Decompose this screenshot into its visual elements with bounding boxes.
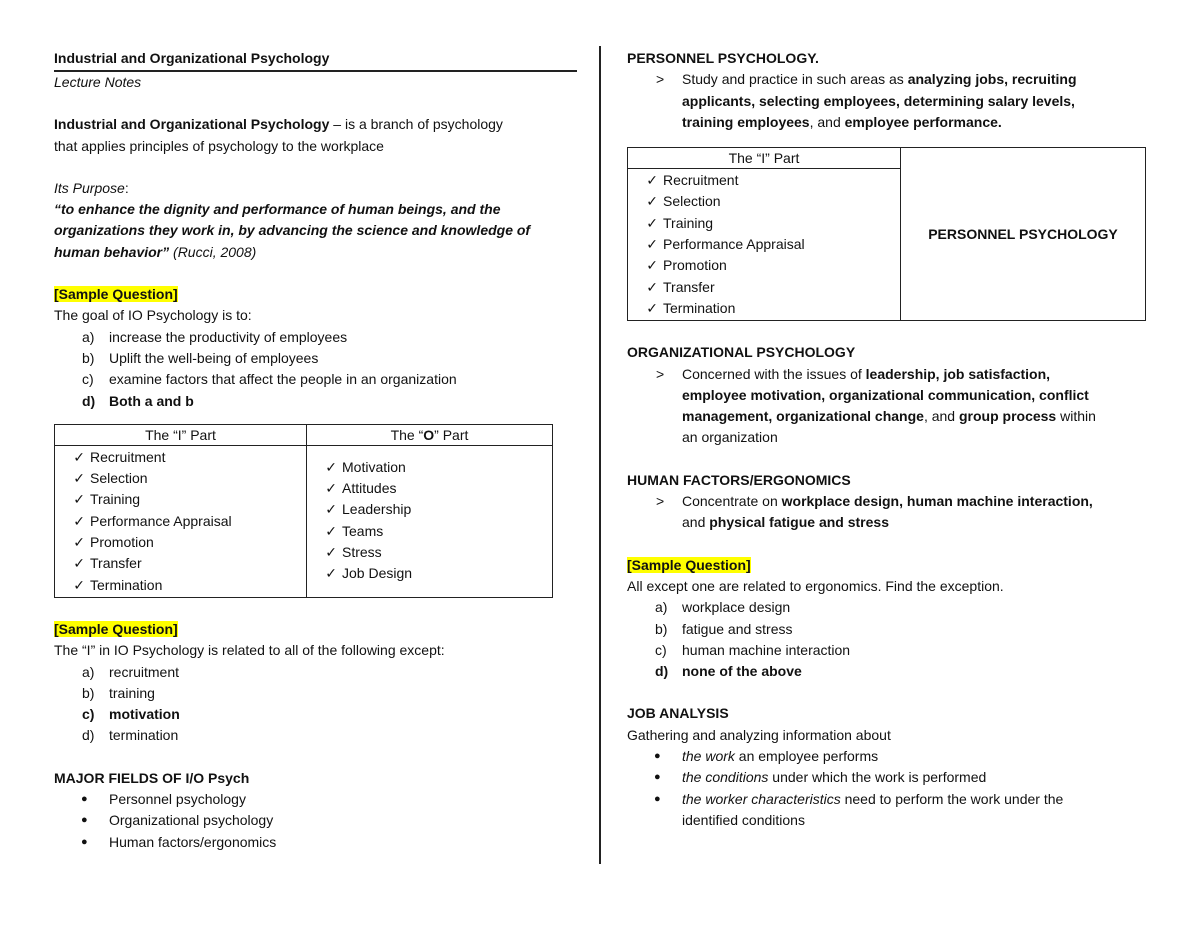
bullet-icon: ●: [654, 771, 661, 784]
sample-question-tag: [Sample Question]: [54, 286, 178, 303]
text: Concerned with the issues of: [682, 365, 866, 382]
i-part-list: [628, 169, 901, 321]
option-text: workplace design: [682, 599, 791, 616]
i-item: [55, 447, 306, 468]
i-item-text: Termination: [663, 299, 736, 316]
organizational-description: [627, 364, 1147, 449]
o-item: [307, 521, 552, 542]
i-item: [55, 468, 306, 489]
i-item-text: Recruitment: [90, 448, 166, 465]
list-item: [627, 789, 1147, 832]
option-text: examine factors that affect the people in an organization: [109, 371, 457, 388]
list-item: [54, 789, 577, 810]
check-icon: ✓: [73, 576, 85, 593]
option: [54, 662, 577, 683]
i-item: [628, 298, 900, 319]
option: [627, 619, 1147, 640]
check-icon: ✓: [646, 278, 658, 295]
purpose-quote-3: [54, 242, 577, 263]
column-divider: [599, 46, 601, 864]
option-text: Both a and b: [109, 392, 194, 409]
sample-question-3: [627, 555, 1147, 576]
i-item-text: Recruitment: [663, 172, 739, 189]
human-factors-heading: HUMAN FACTORS/ERGONOMICS: [627, 471, 851, 488]
o-part-list: [307, 445, 553, 597]
o-item: [307, 542, 552, 563]
list-item-text: Personnel psychology: [109, 791, 246, 808]
option-answer: [627, 661, 1147, 682]
text-bold: group process: [958, 408, 1057, 425]
text: Concentrate on: [682, 493, 782, 510]
i-item-text: Performance Appraisal: [663, 236, 805, 253]
option-text: motivation: [109, 706, 180, 723]
left-column: [54, 48, 577, 853]
o-item-text: Attitudes: [342, 480, 397, 497]
text-bold: training employees: [682, 113, 810, 130]
purpose-label-text: Its Purpose: [54, 179, 125, 196]
option-label: b): [82, 349, 95, 366]
arrow-bullet-icon: >: [656, 493, 665, 510]
text: within: [1056, 408, 1096, 425]
check-icon: ✓: [646, 299, 658, 316]
sample-question-2: [54, 619, 577, 640]
check-icon: ✓: [646, 236, 658, 253]
job-analysis-intro: Gathering and analyzing information about: [627, 726, 891, 743]
bullet-icon: ●: [81, 835, 88, 848]
human-factors-description: [627, 491, 1147, 534]
i-item: [55, 553, 306, 574]
text-bold: employee performance.: [844, 113, 1002, 130]
list-item: [627, 767, 1147, 788]
check-icon: ✓: [646, 193, 658, 210]
o-item: [307, 478, 552, 499]
i-part-header: The “I” Part: [55, 424, 307, 445]
text-bold: analyzing jobs, recruiting: [907, 71, 1077, 88]
list-item: [54, 810, 577, 831]
personnel-description: [627, 69, 1147, 133]
option-answer: [54, 391, 577, 412]
bullet-icon: ●: [654, 750, 661, 763]
option: [54, 683, 577, 704]
check-icon: ✓: [325, 565, 337, 582]
option-text: human machine interaction: [682, 641, 851, 658]
i-item-text: Promotion: [663, 257, 727, 274]
job-analysis-heading: JOB ANALYSIS: [627, 705, 729, 722]
text: , and: [923, 408, 959, 425]
list-item-text: identified conditions: [682, 811, 805, 828]
i-item-text: Performance Appraisal: [90, 512, 232, 529]
arrow-bullet-icon: >: [656, 71, 665, 88]
option: [627, 640, 1147, 661]
personnel-heading: PERSONNEL PSYCHOLOGY.: [627, 50, 819, 66]
list-item-text: an employee performs: [734, 748, 879, 765]
option-text: recruitment: [109, 663, 180, 680]
list-item: [54, 832, 577, 853]
option-text: increase the productivity of employees: [109, 328, 348, 345]
personnel-table-label: PERSONNEL PSYCHOLOGY: [901, 148, 1146, 321]
option: [54, 348, 577, 369]
list-item-italic: the worker characteristics: [682, 790, 841, 807]
i-item-text: Termination: [90, 576, 163, 593]
organizational-heading: ORGANIZATIONAL PSYCHOLOGY: [627, 344, 856, 361]
o-item-text: Motivation: [342, 458, 406, 475]
check-icon: ✓: [325, 480, 337, 497]
o-item-text: Stress: [342, 544, 382, 561]
option: [54, 327, 577, 348]
check-icon: ✓: [325, 458, 337, 475]
option-text: fatigue and stress: [682, 620, 793, 637]
list-item-italic: the conditions: [682, 769, 769, 786]
list-item-text: Human factors/ergonomics: [109, 833, 277, 850]
i-item: [55, 575, 306, 596]
check-icon: ✓: [73, 448, 85, 465]
document-title: Industrial and Organizational Psychology: [54, 48, 577, 72]
o-item-text: Job Design: [342, 565, 413, 582]
option-answer: [54, 704, 577, 725]
i-item-text: Transfer: [90, 555, 142, 572]
option: [54, 725, 577, 746]
definition: [54, 114, 577, 135]
o-item: [307, 563, 552, 584]
arrow-bullet-icon: >: [656, 365, 665, 382]
option-label: b): [655, 620, 668, 637]
sample-question-tag: [Sample Question]: [627, 556, 751, 573]
check-icon: ✓: [73, 491, 85, 508]
i-item-text: Selection: [90, 470, 148, 487]
question-3-text: All except one are related to ergonomics. Find the exception.: [627, 577, 1004, 594]
i-item: [55, 511, 306, 532]
option-label: d): [82, 727, 95, 744]
i-part-header: The “I” Part: [628, 148, 901, 169]
option: [54, 369, 577, 390]
major-fields-heading: MAJOR FIELDS OF I/O Psych: [54, 769, 250, 786]
i-item: [628, 277, 900, 298]
check-icon: ✓: [325, 501, 337, 518]
list-item-text: Organizational psychology: [109, 812, 274, 829]
check-icon: ✓: [73, 555, 85, 572]
i-item-text: Transfer: [663, 278, 715, 295]
bullet-icon: ●: [81, 793, 88, 806]
list-item-text: under which the work is performed: [768, 769, 987, 786]
right-column: [627, 48, 1147, 831]
check-icon: ✓: [325, 544, 337, 561]
option-label: d): [655, 663, 669, 680]
text-bold: workplace design, human machine interaction,: [781, 493, 1093, 510]
list-item-italic: the work: [682, 748, 735, 765]
i-item: [55, 532, 306, 553]
i-item-text: Training: [663, 214, 714, 231]
definition-line-2: that applies principles of psychology to the workplace: [54, 137, 384, 154]
option-label: c): [655, 641, 667, 658]
option-text: termination: [109, 727, 179, 744]
text-bold: employee motivation, organizational communication, conflict: [682, 386, 1089, 403]
bullet-icon: ●: [654, 792, 661, 805]
i-item: [628, 255, 900, 276]
check-icon: ✓: [646, 257, 658, 274]
text: Study and practice in such areas as: [682, 71, 908, 88]
purpose-citation: (Rucci, 2008): [169, 243, 257, 260]
question-1-text: The goal of IO Psychology is to:: [54, 307, 252, 324]
option: [627, 597, 1147, 618]
i-item-text: Selection: [663, 193, 721, 210]
o-item: [307, 457, 552, 478]
list-item: [627, 746, 1147, 767]
text-bold: physical fatigue and stress: [709, 514, 889, 531]
check-icon: ✓: [646, 172, 658, 189]
o-item: [307, 499, 552, 520]
option-text: training: [109, 684, 155, 701]
text-bold: leadership, job satisfaction,: [865, 365, 1051, 382]
i-item-text: Promotion: [90, 534, 154, 551]
check-icon: ✓: [325, 522, 337, 539]
option-label: a): [82, 663, 95, 680]
i-item-text: Training: [90, 491, 141, 508]
i-item: [628, 234, 900, 255]
option-label: b): [82, 684, 95, 701]
purpose-quote-1: “to enhance the dignity and performance of human beings, and the: [54, 201, 501, 218]
option-label: a): [82, 328, 95, 345]
option-label: a): [655, 599, 668, 616]
o-part-header: The “O” Part: [307, 424, 553, 445]
definition-term: Industrial and Organizational Psychology: [54, 116, 330, 133]
purpose-label: Its Purpose:: [54, 179, 129, 196]
i-item: [628, 213, 900, 234]
purpose-quote-end: human behavior”: [54, 243, 170, 260]
sample-question-tag: [Sample Question]: [54, 620, 178, 637]
i-item: [628, 191, 900, 212]
text: an organization: [682, 429, 778, 446]
personnel-table: [627, 147, 1146, 321]
check-icon: ✓: [73, 470, 85, 487]
i-item: [55, 489, 306, 510]
o-item-text: Teams: [342, 522, 384, 539]
io-table: [54, 424, 553, 598]
check-icon: ✓: [73, 534, 85, 551]
option-label: c): [82, 371, 94, 388]
i-item: [628, 170, 900, 191]
text: , and: [809, 113, 845, 130]
option-text: none of the above: [682, 663, 802, 680]
list-item-text: need to perform the work under the: [840, 790, 1064, 807]
option-text: Uplift the well-being of employees: [109, 349, 319, 366]
text: and: [682, 514, 710, 531]
purpose-quote-2: organizations they work in, by advancing the science and knowledge of: [54, 222, 531, 239]
i-part-list: [55, 445, 307, 597]
option-label: d): [82, 392, 96, 409]
document-subtitle: Lecture Notes: [54, 74, 142, 90]
sample-question-1: [54, 284, 577, 305]
o-item-text: Leadership: [342, 501, 412, 518]
bullet-icon: ●: [81, 814, 88, 827]
text-bold: management, organizational change: [682, 408, 924, 425]
definition-text: – is a branch of psychology: [329, 116, 503, 133]
check-icon: ✓: [646, 214, 658, 231]
option-label: c): [82, 706, 95, 723]
text-bold: applicants, selecting employees, determining salary levels,: [682, 92, 1075, 109]
question-2-text: The “I” in IO Psychology is related to all of the following except:: [54, 642, 445, 659]
check-icon: ✓: [73, 512, 85, 529]
